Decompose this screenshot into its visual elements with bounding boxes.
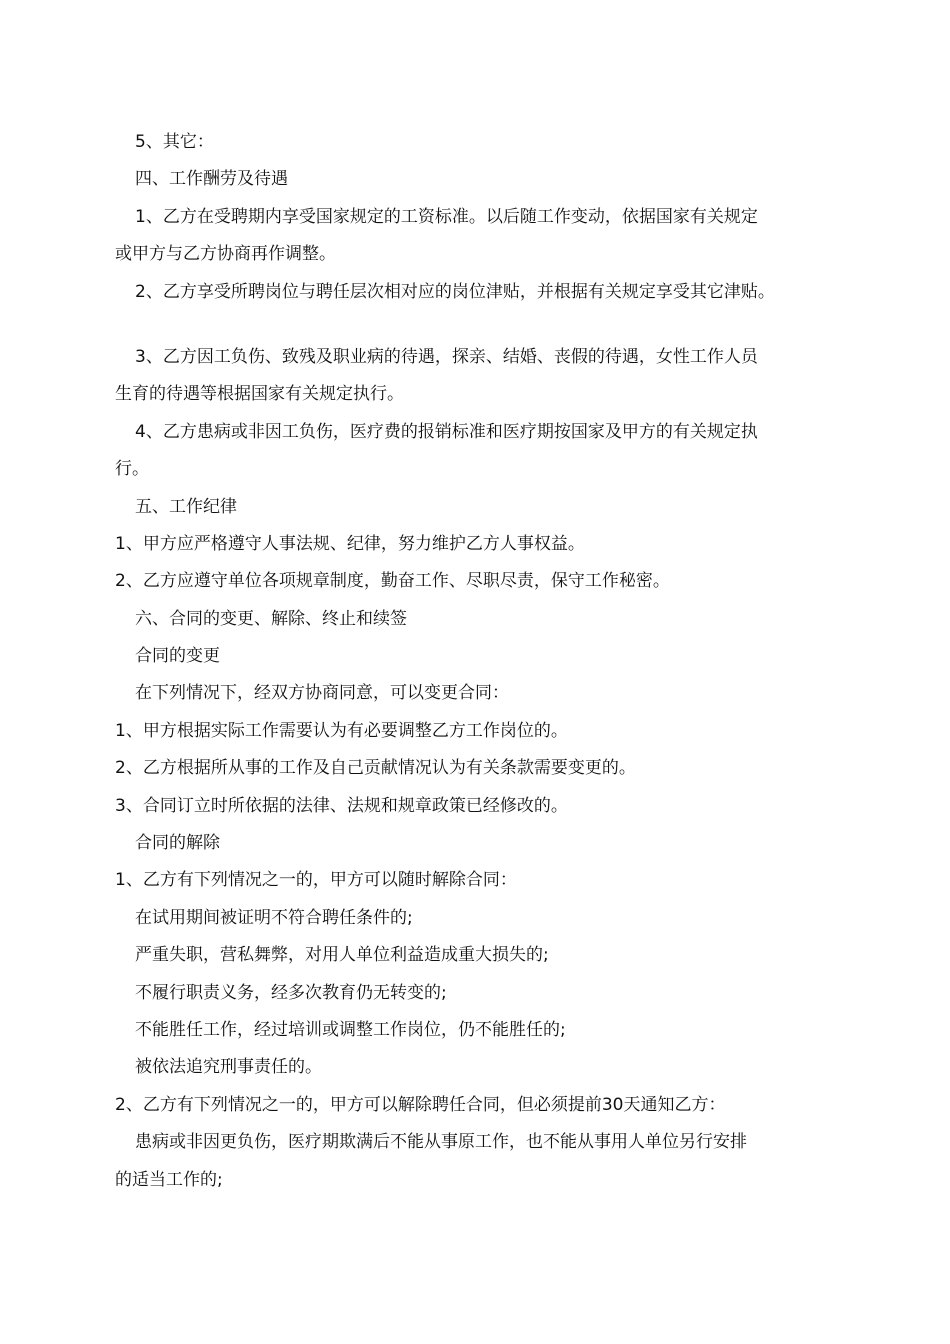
subsection-heading: 合同的变更: [135, 646, 220, 667]
document-body: [115, 124, 845, 1199]
paragraph-line: 2、乙方有下列情况之一的，甲方可以解除聘任合同，但必须提前30天通知乙方：: [115, 1094, 726, 1115]
paragraph-line: 2、乙方应遵守单位各项规章制度，勤奋工作、尽职尽责，保守工作秘密。: [115, 571, 670, 592]
paragraph-line: 严重失职，营私舞弊，对用人单位利益造成重大损失的;: [135, 945, 549, 966]
paragraph-line: 1、甲方应严格遵守人事法规、纪律，努力维护乙方人事权益。: [115, 533, 585, 554]
paragraph-line: 生育的待遇等根据国家有关规定执行。: [115, 384, 404, 405]
paragraph-line: 患病或非因更负伤，医疗期欺满后不能从事原工作，也不能从事用人单位另行安排: [135, 1132, 747, 1153]
paragraph-line: 1、甲方根据实际工作需要认为有必要调整乙方工作岗位的。: [115, 720, 568, 741]
paragraph-line: 或甲方与乙方协商再作调整。: [115, 244, 336, 265]
paragraph-line: 3、乙方因工负伤、致残及职业病的待遇，探亲、结婚、丧假的待遇，女性工作人员: [135, 346, 758, 367]
paragraph-gap: [115, 311, 845, 339]
section-heading: 六、合同的变更、解除、终止和续签: [135, 608, 407, 629]
paragraph-line: 1、乙方有下列情况之一的，甲方可以随时解除合同：: [115, 870, 517, 891]
subsection-heading: 合同的解除: [135, 833, 220, 854]
section-heading: 四、工作酬劳及待遇: [135, 169, 288, 190]
paragraph-line: 5、其它：: [135, 132, 214, 152]
paragraph-line: 的适当工作的;: [115, 1169, 223, 1190]
paragraph-line: 2、乙方享受所聘岗位与聘任层次相对应的岗位津贴，并根据有关规定享受其它津贴。: [135, 281, 775, 302]
section-heading: 五、工作纪律: [135, 496, 237, 517]
paragraph-line: 行。: [115, 459, 149, 480]
paragraph-line: 被依法追究刑事责任的。: [135, 1057, 322, 1078]
paragraph-line: 2、乙方根据所从事的工作及自己贡献情况认为有关条款需要变更的。: [115, 758, 636, 779]
paragraph-line: 4、乙方患病或非因工负伤，医疗费的报销标准和医疗期按国家及甲方的有关规定执: [135, 421, 758, 442]
paragraph-line: 3、合同订立时所依据的法律、法规和规章政策已经修改的。: [115, 795, 568, 816]
paragraph-line: 在下列情况下，经双方协商同意，可以变更合同：: [135, 683, 509, 704]
paragraph-line: 不能胜任工作，经过培训或调整工作岗位，仍不能胜任的;: [135, 1019, 566, 1040]
paragraph-line: 1、乙方在受聘期内享受国家规定的工资标准。以后随工作变动，依据国家有关规定: [135, 206, 758, 227]
paragraph-line: 在试用期间被证明不符合聘任条件的;: [135, 907, 413, 928]
paragraph-line: 不履行职责义务，经多次教育仍无转变的;: [135, 982, 447, 1003]
